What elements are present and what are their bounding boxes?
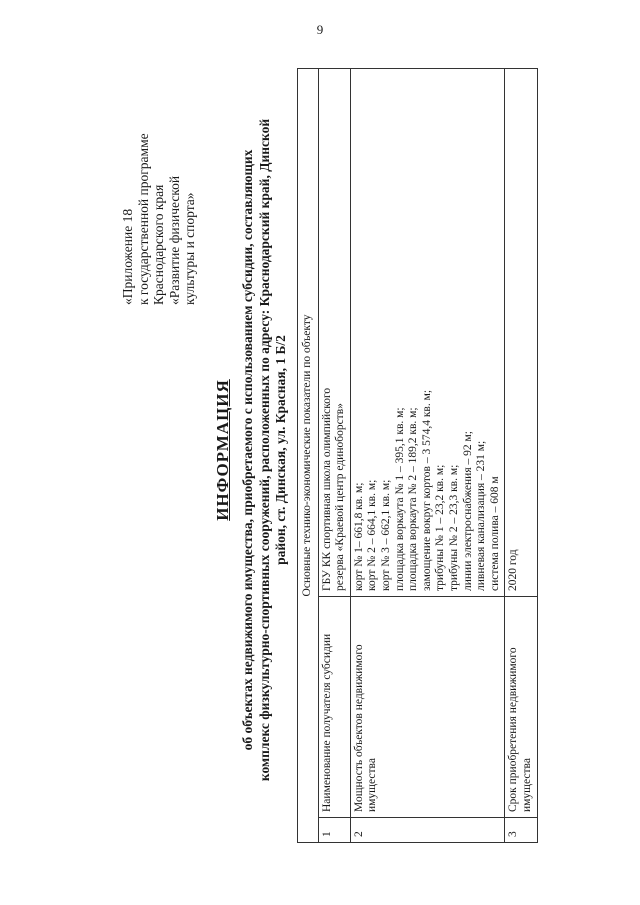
table-header-row (298, 69, 319, 843)
table-row (505, 69, 537, 843)
value-line: трибуны № 2 – 23,3 кв. м; (447, 464, 460, 591)
row-number: 1 (318, 818, 350, 843)
value-line: ливневая канализация – 231 м; (475, 440, 488, 591)
document-subtitle (240, 60, 290, 840)
value-line: ГБУ КК спортивная школа олимпийского (320, 387, 333, 591)
row-name: Срок приобретения недвижимого имущества (505, 597, 537, 818)
document-heading (212, 60, 290, 840)
value-line: корт № 3 – 662,1 кв. м; (379, 479, 392, 591)
subtitle-line: район, ст. Динская, ул. Красная, 1 Б/2 (273, 335, 288, 565)
table-row (318, 69, 350, 843)
value-line: 2020 год (507, 549, 520, 591)
row-value (505, 69, 537, 597)
row-number: 3 (505, 818, 537, 843)
value-line: площадка воркаута № 1 – 395,1 кв. м; (393, 407, 406, 591)
document-title: ИНФОРМАЦИЯ (213, 379, 232, 521)
value-line: корт № 1– 661,8 кв. м; (352, 482, 365, 591)
appendix-block (120, 85, 198, 305)
row-value (350, 69, 505, 597)
appendix-line: «Развитие физической (166, 175, 182, 305)
indicators-table (297, 68, 538, 843)
table-header: Основные технико-экономические показатели по объекту (298, 69, 319, 843)
row-name: Наименование получателя субсидии (318, 597, 350, 818)
value-line: линии электроснабжения – 92 м; (461, 431, 474, 591)
table-row (350, 69, 505, 843)
row-number: 2 (350, 818, 505, 843)
value-line: трибуны № 1 – 23,2 кв. м; (434, 464, 447, 591)
page-number: 9 (316, 22, 324, 37)
value-line: резерва «Краевой центр единоборств» (334, 403, 347, 591)
value-line: корт № 2 – 664,1 кв. м; (366, 479, 379, 591)
appendix-line: культуры и спорта» (182, 192, 197, 305)
rotated-landscape-content (0, 35, 640, 875)
appendix-line: к государственной программе (135, 133, 151, 305)
appendix-line: Краснодарского края (151, 184, 166, 305)
value-line: система полива – 608 м (488, 476, 501, 591)
value-line: площадка воркаута № 2 – 189,2 кв. м; (407, 407, 420, 591)
subtitle-line: об объектах недвижимого имущества, приобретаемого с использованием субсидии, составляющих (240, 149, 255, 751)
value-line: замощение вокруг кортов – 3 574,4 кв. м; (420, 389, 433, 591)
row-name: Мощность объектов недвижимого имущества (350, 597, 505, 818)
appendix-line: «Приложение 18 (120, 208, 135, 305)
subtitle-line: комплекс физкультурно-спортивных сооружений, расположенных по адресу: Краснодарский край, Динской (256, 118, 272, 782)
row-value (318, 69, 350, 597)
